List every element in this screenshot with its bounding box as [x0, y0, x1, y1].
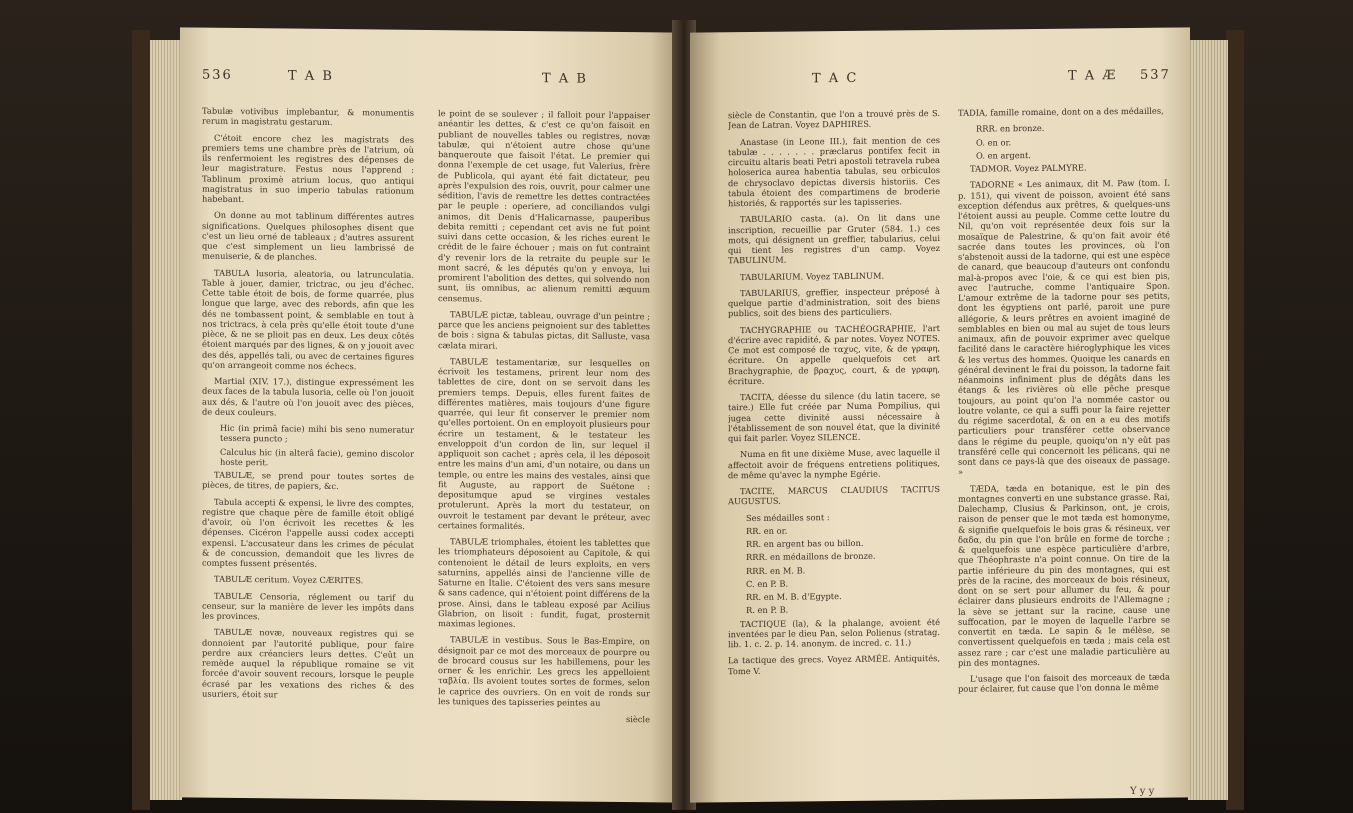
entry: TABULARIUS, greffier, inspecteur préposé à quelque partie d'administration, soit des biens publics, soit des biens des particuliers.	[728, 285, 940, 319]
list-item: RR. en M. B. d'Egypte.	[746, 591, 842, 603]
list-item: O. en or.	[976, 136, 1012, 148]
entry: TABULÆ ceritum. Voyez CÆRITES.	[214, 573, 364, 586]
list-item: RR. en argent bas ou billon.	[746, 537, 864, 550]
entry: Tabula accepti & expensi, le livre des comptes, registre que chaque père de famille étoit obligé d'avoir, où l'on écrivoit les recettes & les dépenses. Cicéron l'appelle aussi codex accepti expensi. L'accusateur dans les crimes de péculat & de concussion, demandoit que les livres de comptes fussent présentés.	[202, 496, 414, 569]
left-page-edges	[150, 40, 182, 800]
left-page	[180, 27, 680, 802]
entry: TACTIQUE (la), & la phalange, avoient été inventées par le dieu Pan, selon Polienus (stratag. lib. 1. c. 2. p. 14. anonym. de incred. c. 11.)	[728, 616, 940, 650]
list-item: RRR. en bronze.	[976, 123, 1045, 134]
entry: TACITE, MARCUS CLAUDIUS TACITUS AUGUSTUS.	[728, 484, 940, 507]
running-head: T A B	[542, 71, 588, 87]
entry: TACITA, déesse du silence (du latin tacere, se taire.) Elle fut créée par Numa Pompilius, qui jugea cette divinité aussi nécessaire à l'établissement de son nouvel état, que la divinité qui fait parler. Voyez SILENCE.	[728, 390, 940, 444]
text-column-1	[728, 108, 940, 800]
entry: TABULARIUM. Voyez TABLINUM.	[740, 270, 885, 282]
list-item: RRR. en médaillons de bronze.	[746, 550, 876, 563]
entry: TABULÆ in vestibus. Sous le Bas-Empire, on désignoit par ce mot des morceaux de pourpre ou de brocard cousus sur les habillemens, pour les orner & les enrichir. Les grecs les appelloient ταβλία. Ils avoient toutes sortes de formes, selon le caprice des ouvriers. On en voit de ronds sur les tuniques des tapisseries peintes au	[438, 634, 650, 708]
right-page-edges	[1188, 40, 1228, 800]
left-binding	[132, 30, 150, 810]
page-number: 537	[1140, 67, 1171, 83]
entry: TABULÆ, se prend pour toutes sortes de pièces, de titres, de papiers, &c.	[202, 469, 414, 492]
running-head: T A C	[812, 70, 859, 87]
entry: TABULARIO casta. (a). On lit dans une inscription, recueillie par Gruter (584. 1.) ces mots, qui désignent un greffier, tabularius, celui qui tient les registres d'un camp. Voyez TABULINUM.	[728, 212, 940, 266]
text-column-2	[438, 108, 650, 800]
paragraph: Martial (XIV. 17.), distingue expressément les deux faces de la tabula lusoria, celle où l'on jouoit aux dés, & l'autre où l'on jouoit avec des pièces, de deux couleurs.	[202, 375, 414, 418]
catchword: siècle	[625, 714, 650, 725]
entry: TADIA, famille romaine, dont on a des médailles,	[958, 105, 1164, 118]
list-item: RR. en or.	[746, 525, 788, 536]
running-head: T A Æ	[1068, 68, 1118, 84]
paragraph: On donne au mot tablinum différentes autres significations. Quelques philosophes disent que c'est un lieu orné de tableaux ; d'autres assurent que c'est simplement un lieu lambrissé de menuiserie, & de planches.	[202, 209, 414, 263]
entry: TABULÆ Censoria, réglement ou tarif du censeur, sur la manière de lever les impôts dans les provinces.	[202, 590, 414, 622]
paragraph: C'étoit encore chez les magistrats des premiers tems une chambre près de l'atrium, où ils renfermoient les registres des dépenses de leur magistrature. Festus nous l'apprend : Tablinum proximè atrium locus, quo antiqui magistratus in suo imperio tabulas rationum habebant.	[202, 132, 414, 205]
entry: TADMOR. Voyez PALMYRE.	[970, 162, 1087, 174]
entry: TÆDA, tæda en botanique, est le pin des montagnes converti en une substance grasse. Rai, Dalechamp, Clusius & Parkinson, ont, je crois, raison de penser que le mot tæda est homonyme, & signifie quelquefois le bois gras & résineux, ver δαδα, du pin que l'on brûle en forme de torche ; & quelquefois une espèce particulière d'arbre, que Théophraste n'a point connue. On tire de la partie inférieure du pin des montagnes, qui est près de la racine, des morceaux de bois résineux, dont on se sert pour allumer du feu, & pour éclairer dans plusieurs endroits de l'Allemagne ; la sève se jettant sur la racine, cause une suffocation, par le moyen de laquelle l'arbre se convertit en tæda. Le sapin & le mélèse, se convertissent quelquefois en tæda ; mais cela est assez rare ; car c'est une maladie particulière au pin des montagnes.	[958, 481, 1170, 668]
text-column-2	[958, 106, 1170, 798]
entry: TABULA lusoria, aleatoria, ou latrunculatia. Table à jouer, damier, trictrac, ou jeu d'échec. Cette table étoit de bois, de forme quarrée, plus longue que large, avec des rebords, afin que les dés ne tombassent point, & semblable en tout à nos trictracs, à cela près qu'elle étoit toute d'une pièce, & ne se plioit pas en deux. Les deux côtés étoient marqués par des lignes, & on y jouoit avec des dés, appellés tali, ou avec de certaines figures qu'on arrangeoit comme nos échecs.	[202, 267, 414, 371]
footnote: La tactique des grecs. Voyez ARMÉE. Antiquités, Tome V.	[728, 653, 940, 676]
list-item: C. en P. B.	[746, 578, 789, 589]
entry: TACHYGRAPHIE ou TACHÉOGRAPHIE, l'art d'écrire avec rapidité, & par notes. Voyez NOTES. Ce mot est composé de ταχυς, vite, & de γραφη, écriture. On appelle quelquefois cet art Brachygraphie, de βραχυς, court, & de γραφη, écriture.	[728, 322, 940, 386]
list-item: RRR. en M. B.	[746, 564, 806, 576]
paragraph: Anastase (in Leone III.), fait mention de ces tabulæ . . . . . . . præclarus pontifex fecit in circuitu altaris beati Petri apostoli tetravela rubea holoserica aurea habentia tabulas, seu orbiculos de chrysoclavo depictas diversis historiis. Ces tabula étoient des compartimens de broderie historiés, & rapportés sur les tapisseries.	[728, 134, 940, 209]
verse: Hic (in primâ facie) mihi bis seno numeratur tessera puncto ;	[220, 422, 414, 444]
signature-mark: Y y y	[1130, 785, 1155, 798]
list-item: Ses médailles sont :	[746, 511, 830, 523]
list-item: O. en argent.	[976, 149, 1031, 161]
right-page	[690, 27, 1190, 802]
right-binding	[1226, 30, 1244, 810]
entry: TABULÆ novæ, nouveaux registres qui se donnoient par l'autorité publique, pour faire perdre aux créanciers leurs dettes. C'eût un remède auquel la république romaine se vit forcée d'avoir souvent recours, lorsque le peuple écrasé par les vexations des riches & des usuriers, étoit sur	[202, 626, 414, 700]
paragraph: L'usage que l'on faisoit des morceaux de tæda pour éclairer, fut cause que l'on donna le même	[958, 671, 1170, 695]
entry: TABULÆ testamentariæ, sur lesquelles on écrivoit les testamens, prirent leur nom des tablettes de cire, dont on se servoit dans les premiers temps. Depuis, elles furent faites de différentes matières, mais toujours d'une figure quarrée, qui leur fit conserver le premier nom qu'elles portoient. On en employoit plusieurs pour écrire un testament, & le testateur les enveloppoit d'un cordon de lin, sur lequel il appliquoit son cachet ; après cela, il les déposoit entre les mains d'un ami, d'un notaire, ou dans un temple, ou entre les mains des vestales, ainsi que fit Auguste, au rapport de Suétone : depositumque apud se virgines vestales protulerunt. Après la mort du testateur, on ouvroit le testament par devant le préteur, avec certaines formalités.	[438, 355, 650, 531]
paragraph: Numa en fit une dixième Muse, avec laquelle il affectoit avoir de fréquens entretiens politiques, de même qu'avec la nymphe Egérie.	[728, 447, 940, 480]
page-number: 536	[202, 67, 233, 83]
list-item: R. en P. B.	[746, 604, 789, 616]
text-column-1	[202, 106, 414, 798]
entry: TABULÆ triomphales, étoient les tablettes que les triomphateurs déposoient au Capitole, & qui contenoient le détail de leurs exploits, en vers saturnins, appellés ainsi de l'ancienne ville de Saturne en Italie. C'étoient des vers sans mesure & sans cadence, qui n'étoient point différens de la prose. Ainsi, dans le tableau exposé par Acilius Glabrion, on lisoit : fundit, fugat, prosternit maximas legiones.	[438, 536, 650, 629]
paragraph: Tabulæ votivibus implebantur, & monumentis rerum in magistratu gestarum.	[202, 105, 414, 128]
verse: Calculus hic (in alterâ facie), gemino discolor hoste perit.	[220, 446, 414, 468]
paragraph: siècle de Constantin, que l'on a trouvé près de S. Jean de Latran. Voyez DAPHIRES.	[728, 108, 940, 131]
entry: TABULÆ pictæ, tableau, ouvrage d'un peintre ; parce que les anciens peignoient sur des tablettes de bois : signa & tabulas pictas, dit Salluste, vasa cælata mirari.	[438, 308, 650, 351]
running-head: T A B	[288, 68, 334, 84]
entry: TADORNE « Les animaux, dit M. Paw (tom. I. p. 151), qui vivent de poisson, avoient été sans exception défendus aux prêtres, & quelques-uns l'étoient aussi au peuple. Comme cette loutre du Nil, qu'on voit représentée deux fois sur la mosaïque de Palestrine, & qu'on fait avoir été sacrée dans toutes les provinces, où l'on s'abstenoit aussi de la tadorne, qui est une espèce de canard, que beaucoup d'auteurs ont confondu mal-à-propos avec l'oie, & ce qui est bien pis, avec l'autruche, comme l'antiquaire Spon. L'amour extrême de la tadorne pour ses petits, dont les égyptiens ont parlé, paroit une pure allégorie, & leurs prêtres en avoient imaginé de semblables en bien ou mal au sujet de tous leurs animaux, afin de pouvoir exprimer avec quelque facilité dans le caractère hiéroglyphique les vices & les vertus des hommes. Quoique les canards en général devinent le frai du poisson, la tadorne fait néanmoins infiniment plus de dégâts dans les étangs & les rivières où elle pêche presque toujours, au point qu'on l'a nommée castor ou loutre volante, ce qui a suffi pour la faire rejetter du régime sacerdotal, & on en a eu des motifs particuliers pour transférer cette observance dans le régime du peuple, quoiqu'on n'y eût pas transféré celle qui concernoit les pélicans, qui ne sont dans ce pays-là que des oiseaux de passage. »	[958, 177, 1170, 478]
paragraph: le point de se soulever ; il falloit pour l'appaiser anéantir les dettes, & c'est ce qu'on faisoit en publiant de nouvelles tables ou registres, novæ tabulæ, qui n'étoient autre chose qu'une banqueroute que faisoit l'état. Le premier qui donna l'exemple de cet usage, fut Valerius, frère de Publicola, qui ayant été fait dictateur, peu après l'expulsion des rois, ouvrit, pour calmer une sédition, l'avis de remettre les dettes contractées par le peuple : operiere, ad conciliandos vulgi animos, dit Denis d'Halicarnasse, pauperibus debita remitti ; cependant cet avis ne fut point suivi dans cette occasion, & les riches eurent le crédit de le faire échouer ; mais on fut contraint d'y revenir lors de la retraite du peuple sur le mont sacré, & les députés qu'on y envoya, lui promirent l'abolition des dettes, qui solvendo non sunt, iis omnibus, ac alienum remitti æquum censemus.	[438, 108, 650, 304]
